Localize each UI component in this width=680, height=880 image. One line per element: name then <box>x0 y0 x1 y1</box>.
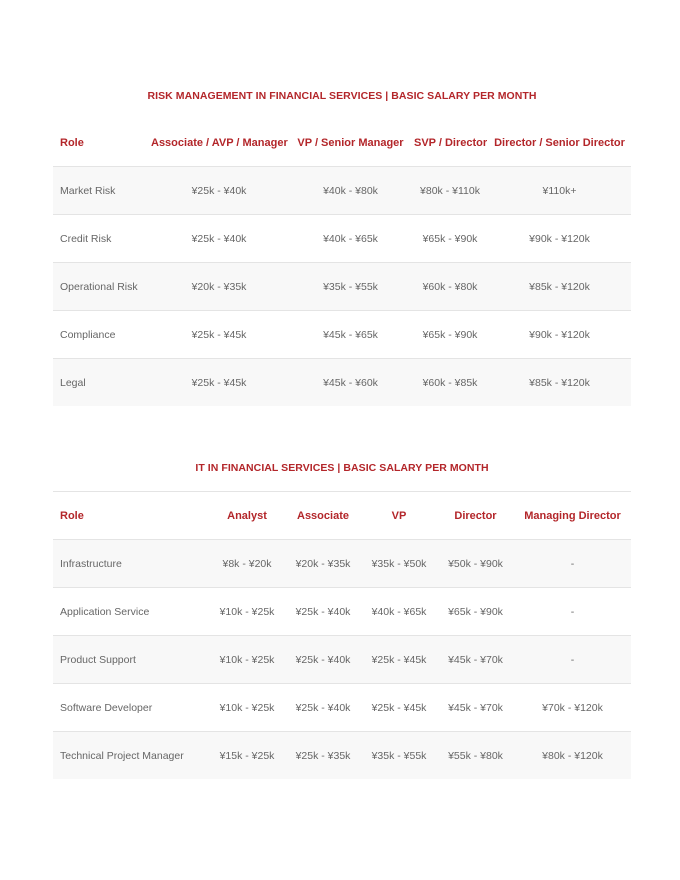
salary-cell: ¥70k - ¥120k <box>514 684 631 732</box>
salary-cell: ¥20k - ¥35k <box>285 540 361 588</box>
role-cell: Product Support <box>53 636 209 684</box>
salary-cell: ¥85k - ¥120k <box>488 263 631 311</box>
salary-cell: ¥25k - ¥45k <box>149 311 289 359</box>
column-header: SVP / Director <box>414 136 488 149</box>
salary-cell: ¥65k - ¥90k <box>437 588 514 636</box>
salary-cell: - <box>514 540 631 588</box>
column-header: Managing Director <box>514 492 631 540</box>
table-row <box>53 215 631 263</box>
risk-table-title: RISK MANAGEMENT IN FINANCIAL SERVICES | BASIC SALARY PER MONTH <box>147 90 537 102</box>
salary-cell: ¥80k - ¥120k <box>514 732 631 780</box>
salary-cell: ¥35k - ¥55k <box>361 732 437 780</box>
table-row <box>53 167 631 215</box>
table-header-row <box>53 492 631 540</box>
salary-cell: ¥35k - ¥50k <box>361 540 437 588</box>
salary-cell: ¥15k - ¥25k <box>209 732 285 780</box>
salary-cell: ¥45k - ¥60k <box>289 359 412 407</box>
salary-cell: ¥40k - ¥65k <box>361 588 437 636</box>
role-cell: Technical Project Manager <box>53 732 209 780</box>
table-row <box>53 263 631 311</box>
role-cell: Application Service <box>53 588 209 636</box>
column-header: Role <box>53 492 209 540</box>
column-header: Associate <box>285 492 361 540</box>
salary-cell: ¥65k - ¥90k <box>412 311 488 359</box>
salary-cell: ¥25k - ¥40k <box>285 636 361 684</box>
salary-cell: ¥80k - ¥110k <box>412 167 488 215</box>
table-row <box>53 732 631 780</box>
salary-cell: ¥45k - ¥70k <box>437 636 514 684</box>
table-row <box>53 636 631 684</box>
salary-cell: ¥85k - ¥120k <box>488 359 631 407</box>
salary-cell: ¥25k - ¥40k <box>285 684 361 732</box>
salary-cell: ¥60k - ¥85k <box>412 359 488 407</box>
salary-cell: ¥25k - ¥45k <box>361 636 437 684</box>
salary-cell: ¥65k - ¥90k <box>412 215 488 263</box>
column-header: Director / Senior Director <box>494 136 625 149</box>
role-cell: Legal <box>53 359 149 407</box>
role-cell: Market Risk <box>53 167 149 215</box>
column-header: VP <box>361 492 437 540</box>
salary-cell: ¥40k - ¥80k <box>289 167 412 215</box>
risk-section <box>53 89 631 406</box>
table-header-row <box>53 119 631 167</box>
role-cell: Compliance <box>53 311 149 359</box>
it-table-title: IT IN FINANCIAL SERVICES | BASIC SALARY PER MONTH <box>195 462 489 474</box>
salary-cell: ¥45k - ¥70k <box>437 684 514 732</box>
risk-salary-table <box>53 119 631 406</box>
salary-cell: ¥25k - ¥35k <box>285 732 361 780</box>
column-header: Associate / AVP / Manager <box>151 136 288 149</box>
table-row <box>53 540 631 588</box>
column-header: Director <box>437 492 514 540</box>
table-row <box>53 684 631 732</box>
column-header: Role <box>60 136 84 149</box>
salary-cell: ¥10k - ¥25k <box>209 684 285 732</box>
salary-cell: ¥90k - ¥120k <box>488 311 631 359</box>
salary-cell: ¥25k - ¥45k <box>149 359 289 407</box>
salary-cell: ¥55k - ¥80k <box>437 732 514 780</box>
role-cell: Credit Risk <box>53 215 149 263</box>
salary-cell: ¥90k - ¥120k <box>488 215 631 263</box>
table-row <box>53 359 631 407</box>
salary-cell: ¥110k+ <box>488 167 631 215</box>
salary-cell: - <box>514 588 631 636</box>
role-cell: Infrastructure <box>53 540 209 588</box>
salary-cell: ¥8k - ¥20k <box>209 540 285 588</box>
salary-cell: ¥25k - ¥40k <box>149 167 289 215</box>
salary-cell: ¥35k - ¥55k <box>289 263 412 311</box>
salary-cell: ¥40k - ¥65k <box>289 215 412 263</box>
salary-cell: - <box>514 636 631 684</box>
role-cell: Software Developer <box>53 684 209 732</box>
salary-cell: ¥20k - ¥35k <box>149 263 289 311</box>
salary-cell: ¥60k - ¥80k <box>412 263 488 311</box>
it-section <box>53 461 631 779</box>
column-header: Analyst <box>209 492 285 540</box>
it-salary-table <box>53 491 631 779</box>
table-row <box>53 588 631 636</box>
salary-cell: ¥10k - ¥25k <box>209 636 285 684</box>
column-header: VP / Senior Manager <box>297 136 404 149</box>
salary-cell: ¥45k - ¥65k <box>289 311 412 359</box>
table-row <box>53 311 631 359</box>
salary-cell: ¥25k - ¥40k <box>149 215 289 263</box>
role-cell: Operational Risk <box>53 263 149 311</box>
salary-cell: ¥25k - ¥40k <box>285 588 361 636</box>
salary-cell: ¥50k - ¥90k <box>437 540 514 588</box>
salary-cell: ¥10k - ¥25k <box>209 588 285 636</box>
salary-cell: ¥25k - ¥45k <box>361 684 437 732</box>
